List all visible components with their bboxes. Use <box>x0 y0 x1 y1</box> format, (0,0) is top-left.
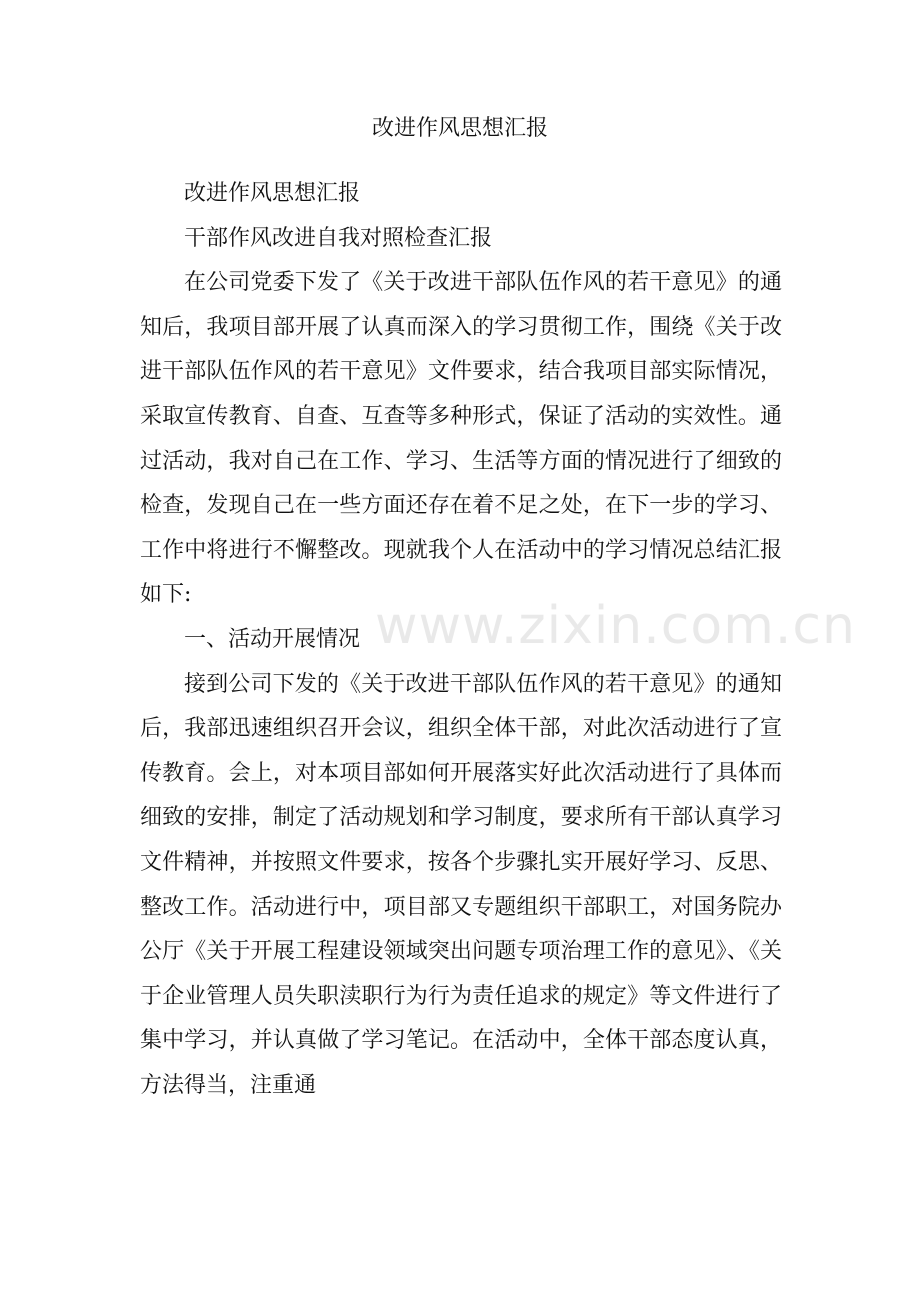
document-body <box>140 172 782 1108</box>
watermark: www.zixin.com.cn <box>375 596 856 656</box>
section-heading-1: 一、活动开展情况 <box>184 626 361 652</box>
body-paragraph-3: 在公司党委下发了《关于改进干部队伍作风的若干意见》的通知后，我项目部开展了认真而深入的学习贯彻工作，围绕《关于改进干部队伍作风的若干意见》文件要求，结合我项目部实际情况，采取宣传教育、自查、互查等多种形式，保证了活动的实效性。通过活动，我对自己在工作、学习、生活等方面的情况进行了细致的检查，发现自己在一些方面还存在着不足之处，在下一步的学习、工作中将进行不懈整改。现就我个人在活动中的学习情况总结汇报如下: <box>140 270 782 608</box>
body-paragraph-2: 干部作风改进自我对照检查汇报 <box>184 225 493 251</box>
body-paragraph-1: 改进作风思想汇报 <box>184 181 361 206</box>
document-title: 改进作风思想汇报 <box>371 116 548 141</box>
body-paragraph-4: 接到公司下发的《关于改进干部队伍作风的若干意见》的通知后，我部迅速组织召开会议，组织全体干部，对此次活动进行了宣传教育。会上，对本项目部如何开展落实好此次活动进行了具体而细致的安排，制定了活动规划和学习制度，要求所有干部认真学习文件精神，并按照文件要求，按各个步骤扎实开展好学习、反思、整改工作。活动进行中，项目部又专题组织干部职工，对国务院办公厅《关于开展工程建设领域突出问题专项治理工作的意见》、《关于企业管理人员失职渎职行为行为责任追求的规定》等文件进行了集中学习，并认真做了学习笔记。在活动中，全体干部态度认真，方法得当，注重通 <box>140 671 782 1098</box>
